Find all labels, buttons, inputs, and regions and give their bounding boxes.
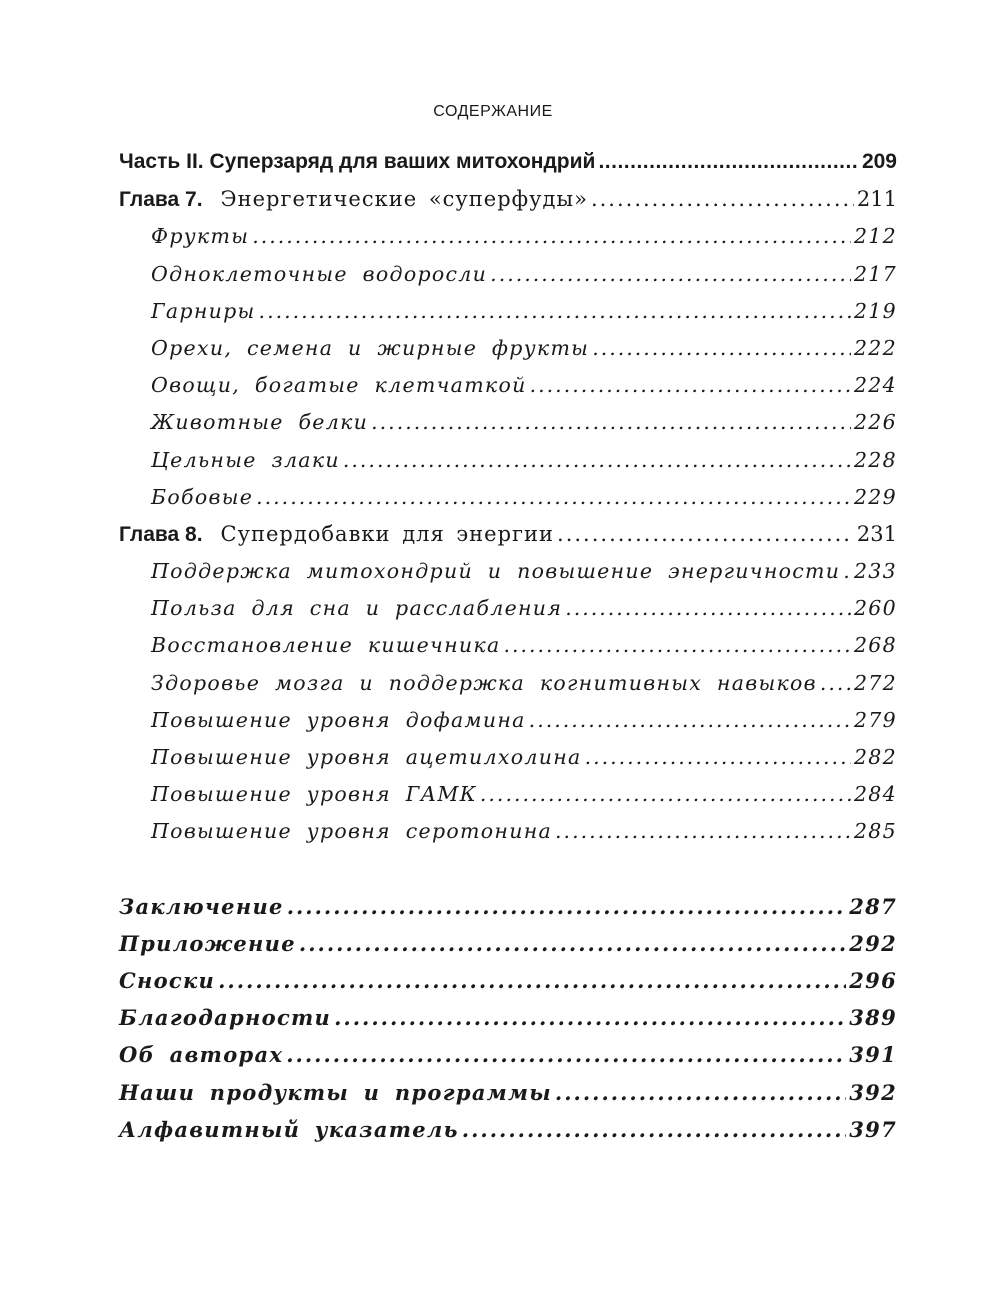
page-number: 284 — [853, 782, 897, 807]
page-number: 296 — [849, 967, 897, 993]
toc-section[interactable] — [119, 410, 897, 447]
toc-section[interactable] — [119, 819, 897, 856]
toc-section[interactable] — [119, 633, 897, 670]
dot-leader — [529, 708, 851, 732]
dot-leader — [598, 150, 859, 174]
dot-leader — [371, 410, 851, 434]
page-number: 233 — [853, 559, 897, 584]
dot-leader — [334, 1005, 846, 1030]
toc-section[interactable] — [119, 448, 897, 485]
dot-leader — [259, 299, 851, 323]
toc-label: Овощи, богатые клетчаткой — [151, 373, 527, 398]
dot-leader — [843, 559, 851, 583]
toc-section[interactable] — [119, 596, 897, 633]
page-number: 211 — [856, 187, 897, 212]
toc-back-matter[interactable] — [119, 894, 897, 931]
toc-part-2[interactable] — [119, 150, 897, 187]
page-number: 231 — [856, 521, 897, 546]
dot-leader — [256, 485, 851, 509]
dot-leader — [557, 522, 854, 546]
toc-back-matter[interactable] — [119, 1117, 897, 1154]
dot-leader — [252, 224, 851, 248]
page-number: 209 — [861, 150, 897, 173]
toc-chapter-8[interactable] — [119, 522, 897, 559]
page-number: 226 — [853, 410, 897, 435]
toc-label: Фрукты — [151, 224, 250, 249]
toc-label: Повышение уровня ГАМК — [151, 782, 477, 807]
chapter-title: Энергетические «суперфуды» — [220, 187, 588, 212]
toc-label: Цельные злаки — [151, 447, 340, 472]
page-number: 217 — [853, 261, 897, 286]
dot-leader — [480, 782, 851, 806]
toc-section[interactable] — [119, 224, 897, 261]
toc-section[interactable] — [119, 373, 897, 410]
page-number: 272 — [853, 670, 897, 695]
page-number: 287 — [849, 893, 897, 919]
dot-leader — [503, 633, 851, 657]
toc-section[interactable] — [119, 782, 897, 819]
page-number: 224 — [853, 373, 897, 398]
toc-section[interactable] — [119, 708, 897, 745]
toc-label: Бобовые — [151, 484, 254, 509]
toc-section[interactable] — [119, 671, 897, 708]
dot-leader — [287, 894, 847, 919]
toc-section[interactable] — [119, 559, 897, 596]
page-number: 268 — [853, 633, 897, 658]
toc-label: Наши продукты и программы — [119, 1079, 552, 1105]
page-number: 389 — [849, 1005, 897, 1031]
toc-label: Заключение — [119, 893, 284, 919]
dot-leader — [299, 931, 846, 956]
dot-leader — [490, 262, 851, 286]
page-number: 260 — [853, 596, 897, 621]
toc-label: Поддержка митохондрий и повышение энергичности — [151, 559, 841, 584]
page-number: 219 — [853, 298, 897, 323]
toc-label: Сноски — [119, 967, 216, 993]
section-spacer — [119, 857, 897, 894]
toc-label: Здоровье мозга и поддержка когнитивных навыков — [151, 670, 817, 695]
chapter-number: Глава 7. — [119, 188, 203, 212]
toc-section[interactable] — [119, 262, 897, 299]
page-number: 228 — [853, 447, 897, 472]
toc-label: Приложение — [119, 930, 296, 956]
toc-label: Польза для сна и расслабления — [151, 596, 563, 621]
page-number: 229 — [853, 484, 897, 509]
toc-label: Об авторах — [119, 1042, 284, 1068]
toc-back-matter[interactable] — [119, 1005, 897, 1042]
dot-leader — [591, 187, 854, 211]
toc-back-matter[interactable] — [119, 1042, 897, 1079]
dot-leader — [820, 671, 851, 695]
toc-label: Восстановление кишечника — [151, 633, 501, 658]
page-number: 285 — [853, 819, 897, 844]
dot-leader — [555, 1080, 846, 1105]
toc-section[interactable] — [119, 336, 897, 373]
dot-leader — [462, 1117, 846, 1142]
toc-label: Орехи, семена и жирные фрукты — [151, 335, 590, 360]
toc-label: Часть II. Суперзаряд для ваших митохондрий — [119, 150, 596, 173]
dot-leader — [530, 373, 851, 397]
toc-back-matter[interactable] — [119, 1080, 897, 1117]
dot-leader — [343, 448, 851, 472]
dot-leader — [218, 968, 846, 993]
dot-leader — [592, 336, 851, 360]
toc-chapter-7[interactable] — [119, 187, 897, 224]
toc-section[interactable] — [119, 745, 897, 782]
toc-label: Гарниры — [151, 298, 256, 323]
toc-label: Благодарности — [119, 1005, 332, 1031]
toc-section[interactable] — [119, 485, 897, 522]
dot-leader — [555, 819, 851, 843]
page-number: 292 — [849, 930, 897, 956]
chapter-number: Глава 8. — [119, 522, 203, 546]
dot-leader — [286, 1042, 846, 1067]
toc-label: Одноклеточные водоросли — [151, 261, 488, 286]
toc-label: Повышение уровня дофамина — [151, 707, 526, 732]
toc-back-matter[interactable] — [119, 931, 897, 968]
toc-label: Алфавитный указатель — [119, 1116, 459, 1142]
chapter-title: Супердобавки для энергии — [220, 521, 555, 546]
toc-label: Повышение уровня ацетилхолина — [151, 745, 582, 769]
dot-leader — [565, 596, 851, 620]
page-title: СОДЕРЖАНИЕ — [433, 103, 553, 120]
toc-label: Повышение уровня серотонина — [151, 819, 553, 844]
page-number: 397 — [849, 1116, 897, 1142]
page-number: 222 — [853, 335, 897, 360]
table-of-contents — [119, 150, 897, 1154]
toc-back-matter[interactable] — [119, 968, 897, 1005]
page-number: 279 — [853, 707, 897, 732]
page-number: 212 — [853, 224, 897, 249]
toc-section[interactable] — [119, 299, 897, 336]
page-number: 282 — [853, 745, 897, 769]
toc-label: Животные белки — [151, 410, 369, 435]
page-number: 392 — [849, 1079, 897, 1105]
page-number: 391 — [849, 1042, 897, 1068]
dot-leader — [585, 745, 851, 769]
